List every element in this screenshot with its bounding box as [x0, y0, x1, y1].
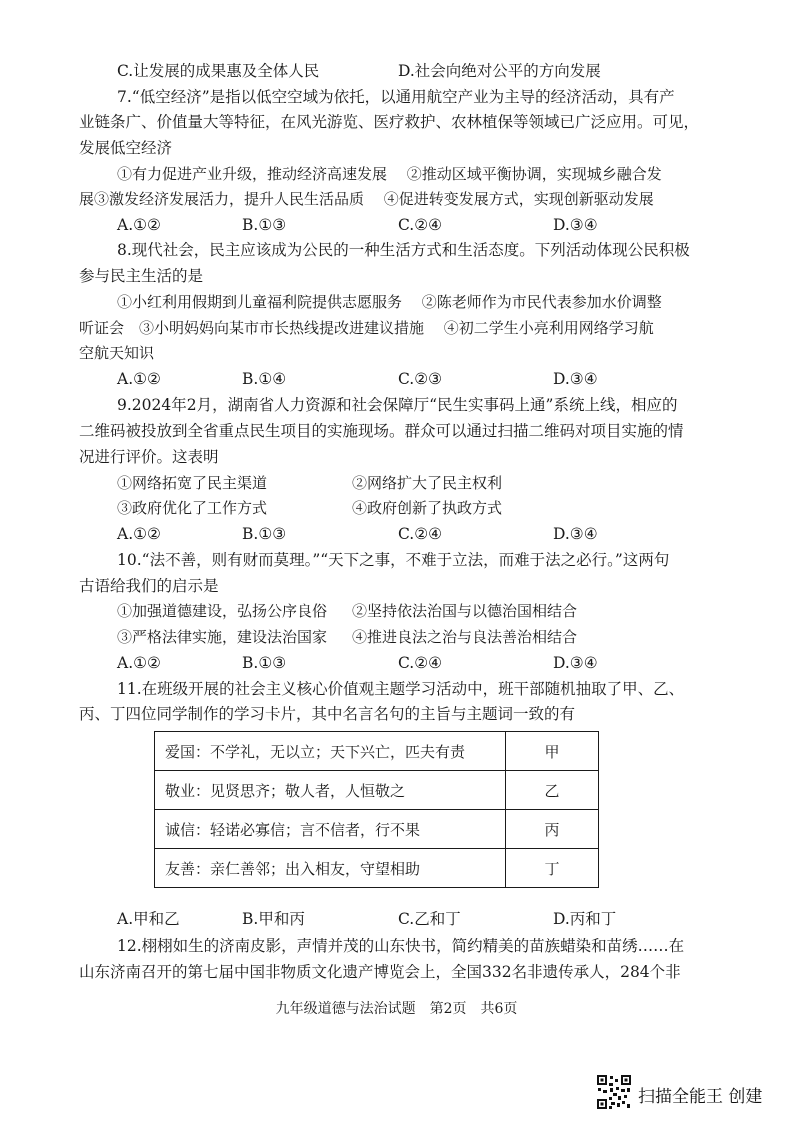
card-content: 友善：亲仁善邻；出入相友，守望相助 [155, 849, 506, 888]
option-b: B.甲和丙 [242, 910, 305, 928]
statement-1: ①网络拓宽了民主渠道 [117, 474, 268, 492]
question-text: 业链条广、价值量大等特征，在风光游览、医疗救护、农林植保等领域已广泛应用。可见， [79, 113, 700, 131]
statement-1: ①加强道德建设，弘扬公序良俗 [117, 602, 328, 620]
statement-line: 空航天知识 [79, 344, 155, 362]
option-a: A.①② [117, 525, 161, 543]
scanner-watermark-text: 扫描全能王 创建 [638, 1087, 763, 1107]
option-d: D.③④ [553, 654, 598, 672]
option-b: B.①③ [242, 525, 287, 543]
option-a: A.甲和乙 [117, 910, 180, 928]
option-c: C.让发展的成果惠及全体人民 [117, 62, 320, 80]
card-content: 诚信：轻诺必寡信；言不信者，行不果 [155, 810, 506, 849]
question-text: 山东济南召开的第七届中国非物质文化遗产博览会上，全国332名非遗传承人，284个非 [79, 963, 681, 981]
table-row [155, 771, 599, 810]
question-text: 况进行评价。这表明 [79, 448, 219, 466]
statement-line: 听证会 ③小明妈妈向某市市长热线提改进建议措施 ④初二学生小亮利用网络学习航 [79, 319, 654, 337]
question-text: 发展低空经济 [79, 139, 173, 157]
statement-2: ②网络扩大了民主权利 [352, 474, 503, 492]
statement-4: ④政府创新了执政方式 [352, 499, 503, 517]
question-text: 8.现代社会，民主应该成为公民的一种生活方式和生活态度。下列活动体现公民积极 [117, 241, 690, 259]
question-text: 丙、丁四位同学制作的学习卡片，其中名言名句的主旨与主题词一致的有 [79, 705, 576, 723]
option-c: C.②④ [398, 654, 443, 672]
statement-line: ①有力促进产业升级，推动经济高速发展 ②推动区域平衡协调，实现城乡融合发 [117, 165, 662, 183]
option-c: C.②④ [398, 525, 443, 543]
card-content: 爱国：不学礼，无以立；天下兴亡，匹夫有责 [155, 732, 506, 771]
question-text: 9.2024年2月，湖南省人力资源和社会保障厅“民生实事码上通”系统上线，相应的 [117, 396, 678, 414]
table-row [155, 810, 599, 849]
option-b: B.①③ [242, 654, 287, 672]
question-text: 11.在班级开展的社会主义核心价值观主题学习活动中，班干部随机抽取了甲、乙、 [117, 680, 685, 698]
question-text: 10.“法不善，则有财而莫理。”“天下之事，不难于立法，而难于法之必行。”这两句 [117, 551, 670, 569]
option-d: D.社会向绝对公平的方向发展 [398, 62, 601, 80]
card-owner: 乙 [506, 771, 599, 810]
question-text: 古语给我们的启示是 [79, 577, 219, 595]
statement-line: ①小红利用假期到儿童福利院提供志愿服务 ②陈老师作为市民代表参加水价调整 [117, 293, 662, 311]
option-b: B.①③ [242, 216, 287, 234]
option-a: A.①② [117, 654, 161, 672]
page-footer: 九年级道德与法治试题 第2页 共6页 [275, 1001, 518, 1017]
card-content: 敬业：见贤思齐；敬人者，人恒敬之 [155, 771, 506, 810]
option-c: C.②④ [398, 216, 443, 234]
option-c: C.乙和丁 [398, 910, 461, 928]
study-cards-table [154, 731, 599, 888]
table-row [155, 732, 599, 771]
question-text: 二维码被投放到全省重点民生项目的实施现场。群众可以通过扫描二维码对项目实施的情 [79, 422, 684, 440]
statement-4: ④推进良法之治与良法善治相结合 [352, 628, 578, 646]
card-owner: 丙 [506, 810, 599, 849]
option-d: D.③④ [553, 370, 598, 388]
question-text: 参与民主生活的是 [79, 267, 204, 285]
statement-3: ③严格法律实施，建设法治国家 [117, 628, 328, 646]
statement-3: ③政府优化了工作方式 [117, 499, 268, 517]
option-c: C.②③ [398, 370, 443, 388]
card-owner: 甲 [506, 732, 599, 771]
option-d: D.③④ [553, 216, 598, 234]
table-row [155, 849, 599, 888]
statement-line: 展③激发经济发展活力，提升人民生活品质 ④促进转变发展方式，实现创新驱动发展 [79, 190, 654, 208]
question-text: 7.“低空经济”是指以低空空域为依托，以通用航空产业为主导的经济活动，具有产 [117, 88, 675, 106]
option-a: A.①② [117, 370, 161, 388]
option-b: B.①④ [242, 370, 287, 388]
question-text: 12.栩栩如生的济南皮影，声情并茂的山东快书，简约精美的苗族蜡染和苗绣……在 [117, 937, 685, 955]
card-owner: 丁 [506, 849, 599, 888]
option-a: A.①② [117, 216, 161, 234]
option-d: D.丙和丁 [553, 910, 617, 928]
statement-2: ②坚持依法治国与以德治国相结合 [352, 602, 578, 620]
option-d: D.③④ [553, 525, 598, 543]
qr-code-icon [596, 1074, 632, 1110]
